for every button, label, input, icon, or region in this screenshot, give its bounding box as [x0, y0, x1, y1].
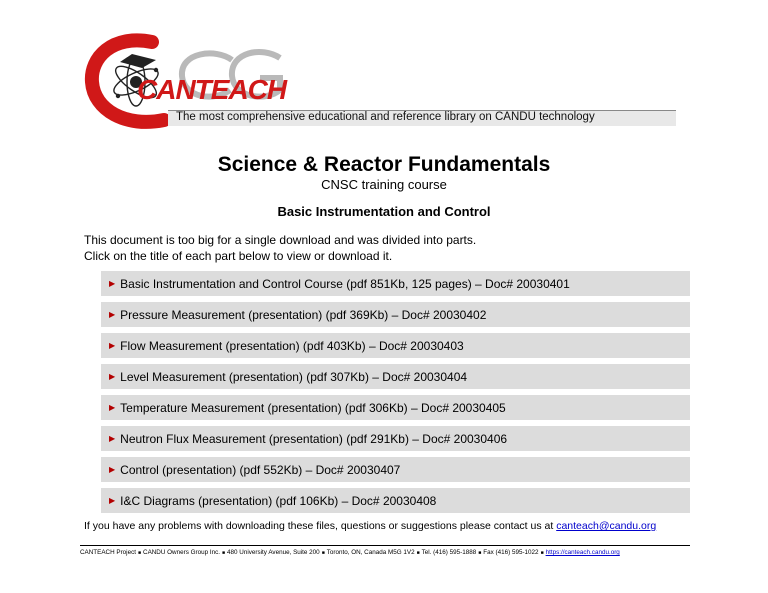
page-title: Science & Reactor Fundamentals: [217, 153, 551, 176]
part-link-5[interactable]: [101, 395, 690, 420]
part-link-6[interactable]: [101, 426, 690, 451]
contact-email-link[interactable]: canteach@candu.org: [556, 520, 657, 532]
part-link-2[interactable]: [101, 302, 690, 327]
part-link-8[interactable]: [101, 488, 690, 513]
square-icon: ■: [222, 550, 226, 556]
footer-item: 480 University Avenue, Suite 200: [227, 549, 320, 556]
triangle-right-icon: ▶: [109, 310, 116, 319]
triangle-right-icon: ▶: [109, 434, 116, 443]
part-link-7[interactable]: [101, 457, 690, 482]
triangle-right-icon: ▶: [109, 403, 116, 412]
logo-tagline: The most comprehensive educational and reference library on CANDU technology: [176, 111, 595, 123]
triangle-right-icon: ▶: [109, 341, 116, 350]
logo-brand: CANTEACH: [137, 74, 287, 105]
triangle-right-icon: ▶: [109, 465, 116, 474]
section-heading: Basic Instrumentation and Control: [277, 204, 491, 219]
part-label: Neutron Flux Measurement (presentation) (pdf 291Kb) – Doc# 20030406: [120, 431, 508, 446]
part-label: Basic Instrumentation and Control Course (pdf 851Kb, 125 pages) – Doc# 20030401: [120, 276, 570, 291]
triangle-right-icon: ▶: [109, 279, 116, 288]
intro-line: Click on the title of each part below to view or download it.: [84, 249, 393, 263]
footer-item: CANTEACH Project: [80, 549, 136, 556]
part-link-4[interactable]: [101, 364, 690, 389]
footer-item: Tel. (416) 595-1888: [421, 549, 477, 556]
square-icon: ■: [478, 550, 482, 556]
footer-divider: [80, 545, 690, 546]
footer-item: CANDU Owners Group Inc.: [143, 549, 220, 556]
triangle-right-icon: ▶: [109, 372, 116, 381]
intro-line: This document is too big for a single download and was divided into parts.: [84, 233, 477, 247]
footer-website-link[interactable]: https://canteach.candu.org: [545, 549, 620, 556]
part-label: Control (presentation) (pdf 552Kb) – Doc# 20030407: [120, 462, 401, 477]
footer-item: Toronto, ON, Canada M5G 1V2: [326, 549, 415, 556]
part-link-3[interactable]: [101, 333, 690, 358]
triangle-right-icon: ▶: [109, 496, 116, 505]
part-label: Level Measurement (presentation) (pdf 307Kb) – Doc# 20030404: [120, 369, 468, 384]
part-label: Flow Measurement (presentation) (pdf 403Kb) – Doc# 20030403: [120, 338, 464, 353]
square-icon: ■: [416, 550, 420, 556]
part-label: Pressure Measurement (presentation) (pdf 369Kb) – Doc# 20030402: [120, 307, 487, 322]
square-icon: ■: [137, 550, 142, 556]
square-icon: ■: [540, 550, 544, 556]
footer: [80, 548, 690, 558]
contact-text: If you have any problems with downloading these files, questions or suggestions please contact us at: [84, 520, 554, 532]
part-link-1[interactable]: [101, 271, 690, 296]
footer-item: Fax (416) 595-1022: [483, 549, 539, 556]
intro-text: [84, 232, 476, 264]
contact-line: [84, 519, 656, 533]
square-icon: ■: [321, 550, 325, 556]
part-label: Temperature Measurement (presentation) (pdf 306Kb) – Doc# 20030405: [120, 400, 506, 415]
parts-list: [101, 271, 690, 519]
page-subtitle: CNSC training course: [321, 177, 447, 192]
part-label: I&C Diagrams (presentation) (pdf 106Kb) – Doc# 20030408: [120, 493, 437, 508]
